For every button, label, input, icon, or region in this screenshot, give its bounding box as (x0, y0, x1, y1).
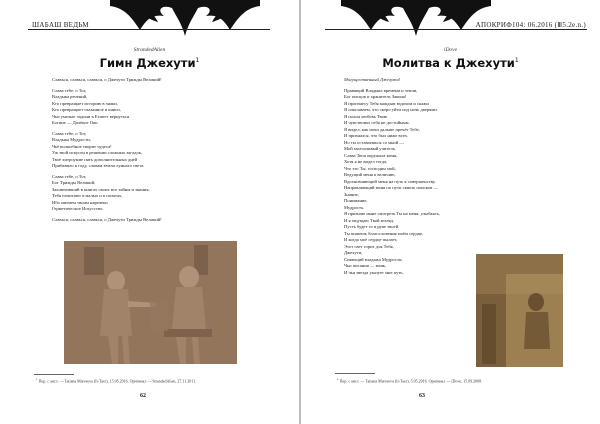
prayer-line: Направляющий меня по пути сквозь поисков — (344, 185, 438, 190)
prayer-line: Знание, (344, 191, 359, 197)
poem-line: Прибавило к году, словам земли лунного света. (52, 163, 145, 168)
header-rule (325, 29, 587, 30)
prayer-line: Мудрость. (344, 204, 365, 210)
poem-line: Герметическое Искусство. (52, 206, 104, 211)
prayer-line: Вдохновляющий меня на путь к совершенству, (344, 178, 436, 184)
prayer-line: Мой молчаливый учитель. (344, 146, 396, 151)
prayer-line: Этот свет горит для Тебя, (344, 243, 394, 249)
prayer-line: Я признаю ныне смотреть Ты на меня, улыбаясь, (344, 211, 440, 216)
poem-line: Владыка речений, (52, 94, 88, 99)
poem-line: Чьё волшебное творит чудеса! (52, 143, 112, 149)
prayer-line: Слава Твоя окружала меня, (344, 152, 398, 158)
poem-title: Молитва к Джехути$^1$ (382, 56, 519, 70)
poem-line: Слава тебе, о Тот, (52, 173, 87, 179)
footnote-rule (335, 373, 375, 374)
poem-line: Заключивший в книгах своих все тайны и знания, (52, 186, 150, 192)
footnote-marker: 1 (195, 57, 200, 65)
prayer-line: Могущественный Джехути! (344, 77, 401, 82)
prayer-line: Ведущий меня к величию, (344, 172, 396, 177)
prayer-line: И я ощущаю Твой взгляд. (344, 217, 395, 223)
poem-line: Кто превращает сказанное в книги, (52, 107, 121, 112)
prayer-body (344, 77, 544, 276)
prayer-line: Пусть будет то в руке твоей. (344, 224, 400, 229)
prayer-line: И чья звезда указует мне путь. (344, 269, 404, 275)
prayer-line: Бог писцов и хранитель Закона! (344, 94, 407, 99)
footnote-rule (34, 374, 74, 375)
poem-line: Чьи умелые ладони в Египет вернуться (52, 113, 130, 119)
temple-wall-photo (476, 254, 563, 367)
page-number: 63 (419, 393, 425, 399)
prayer-line: Я видел, как ночи дальше пречёт Тебе, (344, 126, 420, 132)
running-head: АПОКРИФ104: 06.2016 (Ⅲ5.2e.n.) (475, 21, 586, 29)
tribal-ornament-right (341, 0, 491, 40)
prayer-line: И чувствовал себя не достойным. (344, 120, 410, 125)
poem-line: Славься, славься, славься, о Джехути Трижды Великий! (52, 216, 162, 222)
poem-title: Гимн Джехути$^1$ (99, 56, 200, 70)
prayer-line: Правящий Владыка времени и земли, (344, 87, 418, 93)
tribal-ornament-left (110, 0, 260, 40)
prayer-line: Чьи писания — маяк, (344, 263, 387, 268)
poem-line: Твоё хитроумие пять дополнительных дней (52, 156, 138, 162)
prayer-line: Понимание, (344, 198, 368, 203)
poem-line: Бог Трижды Великий, (52, 180, 96, 185)
poem-line: Тебя почитают в малых и в палатах, (52, 193, 123, 198)
poem-line: Ибо именем твоим наречено (52, 199, 108, 205)
prayer-line: Я полон любовь Твою (344, 113, 388, 119)
header-rule (28, 29, 270, 30)
poem-body (52, 77, 252, 223)
left-page (0, 0, 299, 424)
poem-line: Богине — Далёкое Око. (52, 120, 99, 125)
footnote: $^1$ Пер. с англ. — Tatiana Matveeva (Ir-Taer), 5.05.2016. Оригинал — iDove, 15.09.2008. (337, 377, 483, 384)
poem-line: Кто превращает историю в знаки, (52, 100, 118, 106)
poem-author: iDove (443, 47, 458, 53)
prayer-line: Сияющий владыка Мудрости, (344, 256, 403, 262)
running-head: ШАБАШ ВЕДЬМ (32, 21, 89, 29)
poem-line: Владыка Мудрости, (52, 137, 91, 142)
footnote-marker: 1 (514, 57, 519, 65)
prayer-line: Джехути, (344, 250, 363, 255)
footnote: $^1$ Пер. с англ. — Tatiana Matveeva (Ir-Taer), 15.05.2016. Оригинал — StrandedAlien, 27.11.2011. (36, 377, 197, 384)
poem-line: Слава тебе, о Тот, (52, 130, 87, 136)
poem-line: Уж твой искусен в решении сложных загадок, (52, 150, 143, 155)
prayer-line: Хотя я не видел тогда, (344, 159, 388, 164)
prayer-line: И признался, что был ниже всех. (344, 133, 409, 138)
page-number: 62 (140, 393, 146, 399)
prayer-line: Что это Ты, господин мой, (344, 165, 396, 171)
prayer-line: Ты пишешь благословения моём сердце, (344, 230, 424, 236)
poem-author: StrandedAlien (133, 47, 166, 53)
prayer-line: И когда моё сердце пылает, (344, 237, 398, 242)
poem-line: Слава тебе, о Тот, (52, 87, 87, 93)
poem-line: Славься, славься, славься, о Джехути Трижды Великий! (52, 77, 162, 82)
prayer-line: Но ты оставаешься со мной — (344, 139, 405, 145)
prayer-line: Я описываем, что скоро уйти под ночь дверями. (344, 107, 438, 112)
prayer-line: Я произнесу Тебя каждым вздохом и скажи (344, 100, 429, 106)
egyptian-relief-photo (64, 241, 237, 364)
right-page (301, 0, 600, 424)
